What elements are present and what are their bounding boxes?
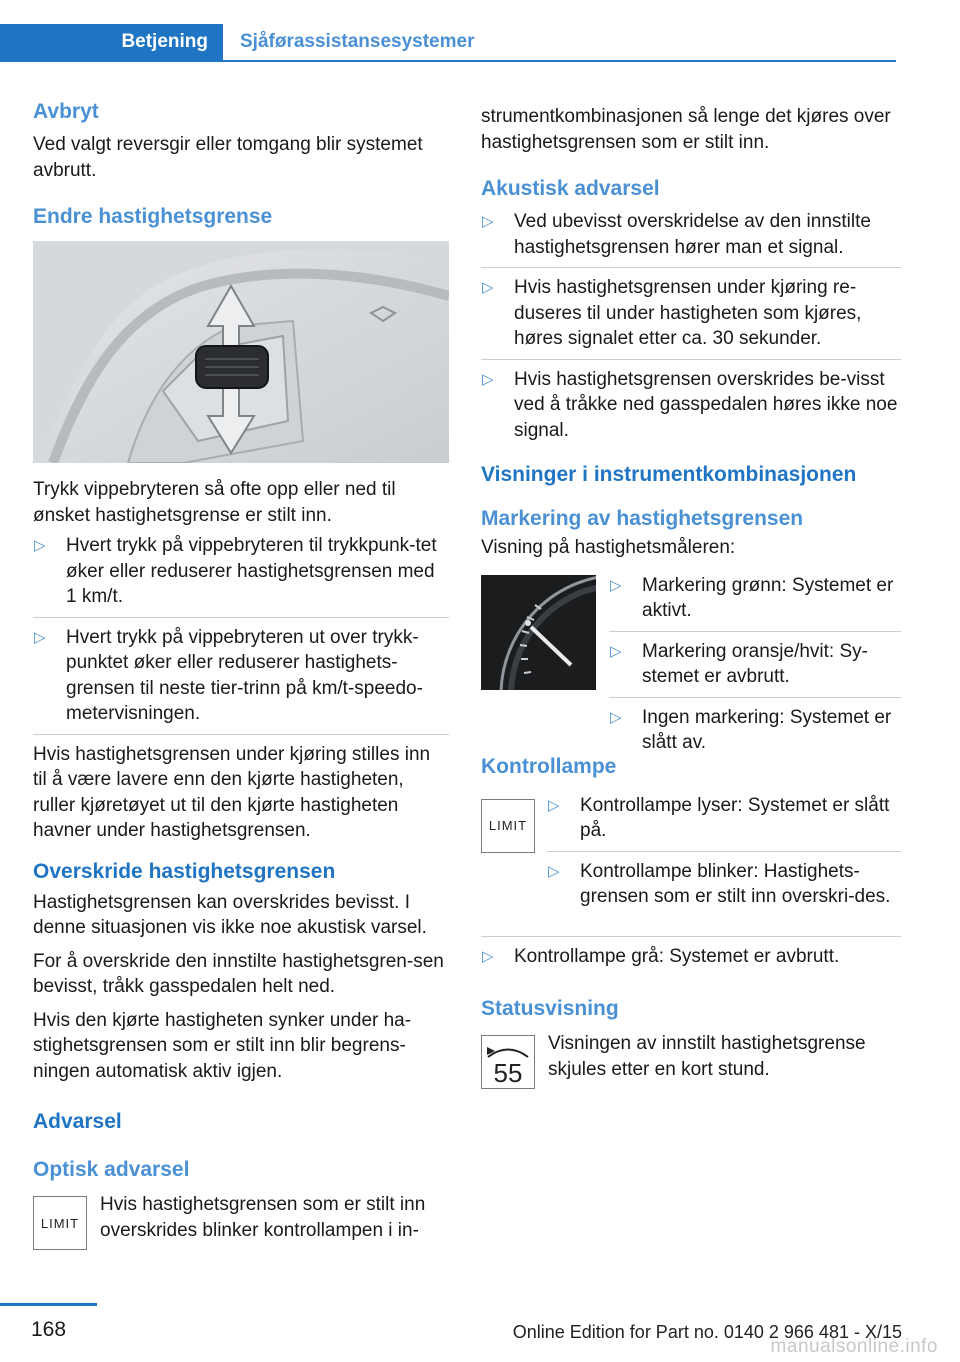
speed-limit-status-icon: 55	[481, 1035, 535, 1089]
triangle-bullet-icon: ▷	[482, 947, 494, 965]
list-item: ▷ Kontrollampe grå: Systemet er avbrutt.	[481, 944, 901, 970]
triangle-bullet-icon: ▷	[548, 862, 560, 880]
triangle-bullet-icon: ▷	[610, 708, 622, 726]
list-item: ▷ Ved ubevisst overskridelse av den innstilte hastighetsgrensen hører man et signal.	[482, 211, 871, 258]
optisk-row	[33, 1192, 449, 1243]
left-column	[33, 100, 449, 1243]
akustisk-bullet-list	[481, 209, 901, 443]
heading-advarsel: Advarsel	[33, 1110, 122, 1133]
paragraph-avbryt: Ved valgt reversgir eller tomgang blir systemet avbrutt.	[33, 134, 423, 181]
endre-bullet-list	[33, 533, 449, 727]
triangle-bullet-icon: ▷	[482, 370, 494, 388]
heading-visninger: Visninger i instrumentkombinasjonen	[481, 463, 857, 486]
list-item: ▷ Hvis hastighetsgrensen under kjøring re‐duseres til under hastigheten som kjøres, høres signalet etter ca. 30 sekunder.	[482, 277, 862, 349]
heading-akustisk: Akustisk advarsel	[481, 177, 660, 200]
tab-section-title: Sjåførassistansesystemer	[240, 31, 475, 52]
heading-avbryt: Avbryt	[33, 100, 99, 123]
kontrollampe-row	[481, 793, 901, 929]
triangle-bullet-icon: ▷	[482, 279, 494, 296]
heading-endre: Endre hastighetsgrense	[33, 205, 273, 228]
tab-betjening: Betjening	[0, 24, 223, 60]
header-rule	[0, 60, 896, 62]
triangle-bullet-icon: ▷	[610, 642, 622, 660]
triangle-bullet-icon: ▷	[610, 576, 622, 594]
triangle-bullet-icon: ▷	[34, 628, 46, 646]
list-item: ▷ Hvert trykk på vippebryteren ut over trykk‐punktet øker eller reduserer hastighets‐grensen til neste tier-trinn på km/t-speedo‐metervisningen.	[34, 626, 423, 724]
list-item: ▷ Hvis hastighetsgrensen overskrides be‐visst ved å tråkke ned gasspedalen høres ikke noe signal.	[482, 368, 898, 441]
paragraph-visning: Visning på hastighetsmåleren:	[481, 537, 736, 558]
paragraph-continued: strumentkombinasjonen så lenge det kjøres over hastighetsgrensen som er stilt inn.	[481, 106, 891, 153]
paragraph-status: Visningen av innstilt hastighetsgrense skjules etter en kort stund.	[548, 1033, 866, 1080]
heading-status: Statusvisning	[481, 997, 619, 1020]
limit-indicator-icon: LIMIT	[33, 1196, 87, 1250]
heading-overskride: Overskride hastighetsgrensen	[33, 859, 336, 883]
list-item: ▷ Hvert trykk på vippebryteren til trykkpunk‐tet øker eller reduserer hastighetsgrensen med 1 km/t.	[34, 535, 437, 607]
triangle-bullet-icon: ▷	[482, 213, 494, 230]
page-number: 168	[30, 1318, 67, 1341]
list-item: ▷ Ingen markering: Systemet er slått av.	[610, 706, 892, 753]
kontroll-bullet-list	[547, 793, 901, 910]
kontroll-bullet-full	[481, 944, 901, 970]
footer-rule	[0, 1303, 97, 1306]
paragraph-optisk: Hvis hastighetsgrensen som er stilt inn overskrides blinker kontrollampen i in‐	[100, 1194, 426, 1241]
right-column	[481, 104, 901, 1088]
heading-markering: Markering av hastighetsgrensen	[481, 507, 804, 530]
heading-optisk: Optisk advarsel	[33, 1158, 190, 1181]
markering-row	[481, 573, 901, 753]
list-item: ▷ Kontrollampe lyser: Systemet er slått på.	[548, 794, 890, 841]
status-row	[481, 1031, 901, 1088]
list-item: ▷ Markering oransje/hvit: Sy‐stemet er avbrutt.	[610, 640, 868, 687]
list-item: ▷ Kontrollampe blinker: Hastighets‐grensen som er stilt inn overskri‐des.	[548, 860, 891, 907]
paragraph-overskride-3: Hvis den kjørte hastigheten synker under ha‐stighetsgrensen som er stilt inn blir begrens‐ningen automatisk aktiv igjen.	[33, 1009, 412, 1082]
triangle-bullet-icon: ▷	[548, 796, 560, 814]
steering-wheel-rocker-illustration	[33, 241, 449, 463]
list-item: ▷ Markering grønn: Systemet er aktivt.	[610, 574, 894, 621]
paragraph-trykk: Trykk vippebryteren så ofte opp eller ned til ønsket hastighetsgrense er stilt inn.	[33, 479, 396, 526]
speedometer-illustration	[481, 575, 596, 690]
watermark: manualsonline.info	[770, 1336, 938, 1357]
header-tabbar	[0, 24, 896, 62]
paragraph-overskride-2: For å overskride den innstilte hastighetsgren‐sen bevisst, tråkk gasspedalen helt ned.	[33, 950, 444, 997]
heading-kontrollampe: Kontrollampe	[481, 754, 617, 778]
footer-edition: Online Edition for Part no. 0140 2 966 481 - X/15	[512, 1322, 902, 1342]
limit-indicator-icon: LIMIT	[481, 799, 535, 853]
paragraph-overskride-1: Hastighetsgrensen kan overskrides bevisst. I denne situasjonen vis ikke noe akustisk varsel.	[33, 891, 427, 938]
triangle-bullet-icon: ▷	[34, 537, 46, 554]
markering-bullet-list	[609, 573, 901, 756]
paragraph-hvis: Hvis hastighetsgrensen under kjøring stilles inn til å være lavere enn den kjørte hastigheten, ruller kjøretøyet ut til den kjørte hastigheten havner under hastighetsgrensen.	[33, 743, 431, 841]
